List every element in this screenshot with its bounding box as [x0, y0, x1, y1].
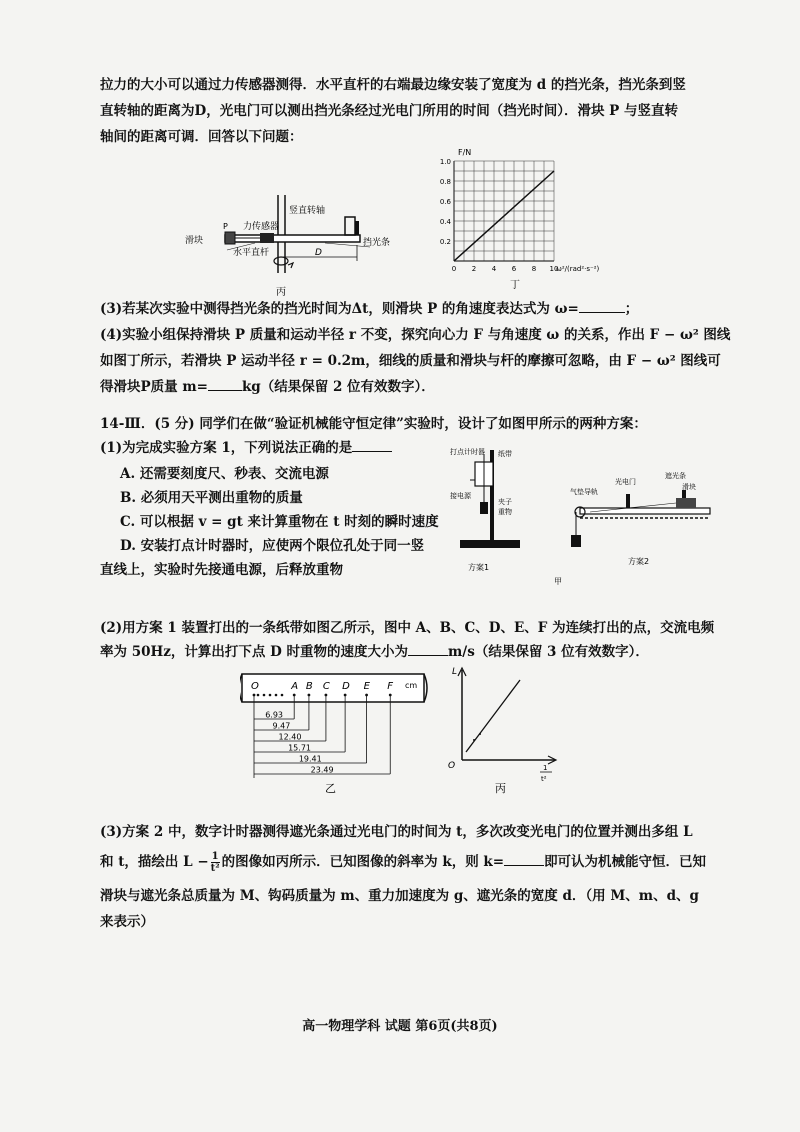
q3b-prompt-a: 和 t，描绘出 L − [100, 854, 209, 870]
sec14-q1 [100, 436, 392, 456]
distance-label: 9.47 [272, 721, 291, 731]
q3-prompt: (3)若某次实验中测得挡光条的挡光时间为Δt，则滑块 P 的角速度表达式为 ω= [100, 301, 579, 317]
distance-label: 23.49 [310, 765, 334, 775]
tape-point [325, 694, 328, 697]
y-tick-label: 0.8 [439, 178, 451, 186]
q4-answer-blank[interactable] [208, 376, 242, 391]
tape-dot [257, 694, 260, 697]
figure-bing2-chart [440, 660, 570, 800]
q2-prompt: 率为 50Hz，计算出打下点 D 时重物的速度大小为 [100, 644, 409, 660]
bing2-origin: O [448, 761, 456, 771]
y-tick-label: 0.4 [439, 218, 451, 226]
sec14-q1-answer-blank[interactable] [352, 437, 392, 452]
x-tick-label: 10 [549, 265, 559, 273]
x-tick-label: 0 [451, 265, 457, 273]
bing2-ylabel: L [452, 667, 458, 677]
caption-bing: 丙 [276, 287, 286, 298]
label-airtrack: 气垫导轨 [570, 488, 598, 496]
label-slider2: 滑块 [682, 483, 696, 491]
intro-line-2: 直转轴的距离为D，光电门可以测出挡光条经过光电门所用的时间（挡光时间）．滑块 P 与竖直转 [100, 103, 679, 119]
q4-line-3 [100, 375, 435, 395]
tape-point-label: B [305, 681, 313, 692]
tape-point-label: E [363, 681, 370, 692]
y-tick-label: 1.0 [439, 158, 451, 166]
figure-bing-apparatus [185, 195, 415, 300]
q3b-prompt-c: 即可认为机械能守恒．已知 [544, 854, 707, 870]
label-clip: 夹子 [498, 498, 512, 506]
q3b-line-3: 滑块与遮光条总质量为 M、钩码质量为 m、重力加速度为 g、遮光条的宽度 d．（用 M、m、d、g [100, 888, 699, 904]
distance-label: 6.93 [265, 710, 284, 720]
tape-point [293, 694, 296, 697]
label-shutter2: 遮光条 [665, 472, 686, 480]
q4-line-1: (4)实验小组保持滑块 P 质量和运动半径 r 不变，探究向心力 F 与角速度 ω 的关系，作出 F − ω² 图线 [100, 327, 731, 343]
tape-point-label: D [342, 681, 350, 692]
q3b-line-4: 来表示） [100, 914, 154, 930]
page-footer: 高一物理学科 试题 第6页(共8页) [302, 1019, 498, 1034]
frac-num: 1 [211, 851, 219, 862]
option-b[interactable]: B. 必须用天平测出重物的质量 [120, 490, 303, 506]
label-tape: 纸带 [498, 450, 512, 458]
caption-yi: 乙 [325, 782, 336, 795]
q3b-prompt-b: 的图像如丙所示．已知图像的斜率为 k，则 k= [221, 854, 505, 870]
y-tick-label: 0.2 [439, 238, 451, 246]
bing2-fit-line [466, 680, 520, 752]
intro-line-1: 拉力的大小可以通过力传感器测得．水平直杆的右端最边缘安装了宽度为 d 的挡光条，挡光条到竖 [100, 77, 686, 93]
y-tick-label: 0.6 [439, 198, 451, 206]
q2-line-2 [100, 640, 649, 660]
distance-label: 19.41 [298, 754, 322, 764]
caption-plan1: 方案1 [468, 563, 490, 572]
frac-den: t² [210, 863, 220, 874]
tape-dot [269, 694, 272, 697]
q4-unit: kg（结果保留 2 位有效数字）． [241, 379, 435, 395]
label-p: P [223, 222, 228, 231]
bing2-x-den: t² [541, 775, 547, 783]
ding-ylabel: F/N [458, 148, 472, 157]
label-sensor: 力传感器 [243, 222, 280, 232]
label-weight: 重物 [498, 508, 512, 516]
caption-bing2: 丙 [495, 782, 506, 795]
tape-dot [275, 694, 278, 697]
tape-point [308, 694, 311, 697]
sec14-title: 14-Ⅲ．(5 分) 同学们在做“验证机械能守恒定律”实验时，设计了如图甲所示的两种方案： [100, 416, 647, 432]
q2-line-1: (2)用方案 1 装置打出的一条纸带如图乙所示，图中 A、B、C、D、E、F 为连续打出的点，交流电频 [100, 620, 715, 636]
caption-jia: 甲 [554, 577, 562, 586]
label-photogate: 光电门 [615, 478, 636, 486]
caption-ding: 丁 [510, 280, 520, 291]
label-timer: 打点计时器 [450, 448, 485, 456]
tape-point [253, 694, 256, 697]
q3b-answer-blank[interactable] [504, 851, 544, 866]
x-tick-label: 4 [491, 265, 497, 273]
label-rod: 水平直杆 [233, 248, 270, 258]
option-a[interactable]: A. 还需要刻度尺、秒表、交流电源 [120, 466, 329, 482]
tape-point-label: O [251, 681, 259, 692]
distance-label: 15.71 [288, 743, 312, 753]
tape-dot [281, 694, 284, 697]
label-shutter: 挡光条 [363, 238, 391, 248]
q4-prompt: 得滑块P质量 m= [100, 379, 208, 395]
label-d: D [315, 248, 322, 258]
caption-plan2: 方案2 [628, 557, 650, 566]
q3-answer-blank[interactable] [579, 298, 625, 313]
q2-answer-blank[interactable] [408, 641, 448, 656]
label-power: 接电源 [450, 492, 471, 500]
sec14-q1-prompt: (1)为完成实验方案 1，下列说法正确的是 [100, 440, 353, 456]
tape-point [365, 694, 368, 697]
label-slider: 滑块 [185, 236, 204, 246]
q3b-fraction [211, 851, 220, 874]
ding-xlabel: ω²/(rad²·s⁻²) [556, 265, 600, 273]
tape-point [389, 694, 392, 697]
q3b-line-1: (3)方案 2 中，数字计时器测得遮光条通过光电门的时间为 t，多次改变光电门的位置并测出多组 L [100, 824, 693, 840]
option-c[interactable]: C. 可以根据 v = gt 来计算重物在 t 时刻的瞬时速度 [120, 514, 439, 530]
q3b-line-2 [100, 850, 706, 874]
intro-line-3: 轴间的距离可调．回答以下问题： [100, 129, 303, 145]
q3-end: ； [624, 301, 639, 317]
figure-yi-tape [240, 668, 430, 798]
q3-text [100, 297, 638, 317]
tape-point-label: F [387, 681, 394, 692]
figure-ding-chart [430, 143, 620, 293]
yi-unit: cm [405, 681, 418, 690]
x-tick-label: 8 [531, 265, 537, 273]
tape-dot [263, 694, 266, 697]
tape-point-label: C [322, 681, 330, 692]
bing2-x-num: 1 [543, 764, 548, 772]
option-d-cont: 直线上，实验时先接通电源，后释放重物 [100, 562, 343, 578]
x-tick-label: 6 [511, 265, 517, 273]
distance-label: 12.40 [278, 732, 302, 742]
figure-jia-apparatus [450, 440, 720, 590]
tape-point [344, 694, 347, 697]
x-tick-label: 2 [471, 265, 477, 273]
label-vertical-axis: 竖直转轴 [289, 206, 326, 216]
option-d[interactable]: D. 安装打点计时器时，应使两个限位孔处于同一竖 [120, 538, 425, 554]
q2-unit: m/s（结果保留 3 位有效数字）． [448, 644, 649, 660]
q4-line-2: 如图丁所示，若滑块 P 运动半径 r = 0.2m，细线的质量和滑块与杆的摩擦可忽略，由 F − ω² 图线可 [100, 353, 721, 369]
tape-point-label: A [291, 681, 299, 692]
